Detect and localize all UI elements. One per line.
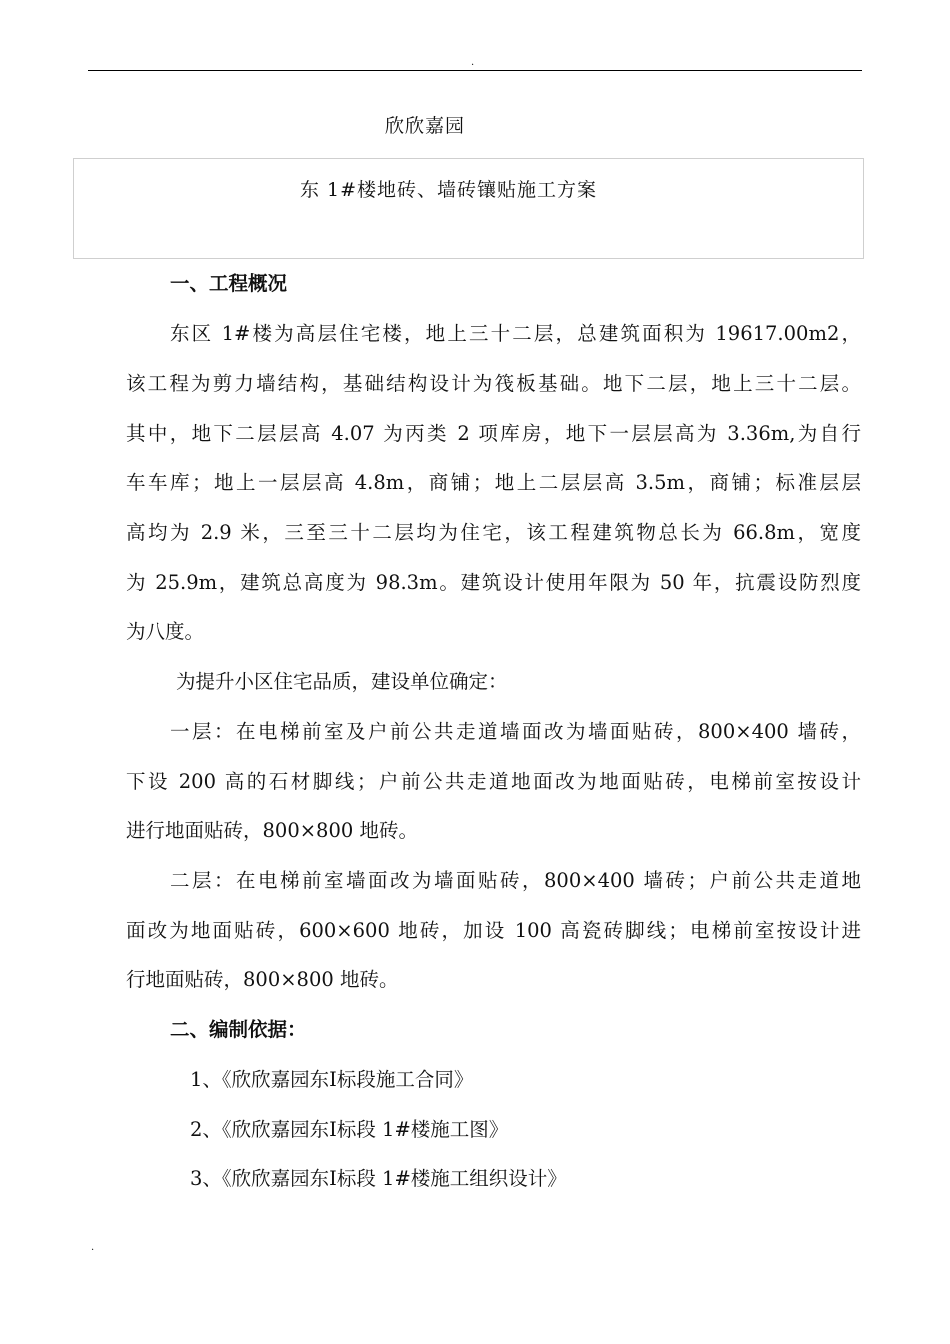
- section-heading-basis: 二、编制依据：: [170, 1018, 307, 1041]
- paragraph-line: 面改为地面贴砖，600×600 地砖，加设 100 高瓷砖脚线；电梯前室按设计进: [126, 919, 861, 942]
- header-dot: .: [471, 57, 475, 68]
- paragraph-line: 高均为 2.9 米，三至三十二层均为住宅，该工程建筑物总长为 66.8m，宽度: [126, 521, 861, 544]
- paragraph-line: 进行地面贴砖，800×800 地砖。: [126, 819, 418, 842]
- paragraph-line: 为提升小区住宅品质，建设单位确定：: [176, 670, 508, 693]
- footer-dot: .: [91, 1242, 95, 1253]
- paragraph-line: 车车库；地上一层层高 4.8m，商铺；地上二层层高 3.5m，商铺；标准层层: [126, 471, 861, 494]
- paragraph-line: 为八度。: [126, 620, 205, 643]
- document-title: 东 1#楼地砖、墙砖镶贴施工方案: [299, 179, 598, 201]
- paragraph-line: 下设 200 高的石材脚线；户前公共走道地面改为地面贴砖，电梯前室按设计: [126, 770, 861, 793]
- paragraph-line: 一层：在电梯前室及户前公共走道墙面改为墙面贴砖，800×400 墙砖，: [170, 720, 861, 743]
- paragraph-line: 二层：在电梯前室墙面改为墙面贴砖，800×400 墙砖；户前公共走道地: [170, 869, 861, 892]
- title-box: [73, 158, 864, 259]
- header-rule: [88, 70, 862, 71]
- paragraph-line: 该工程为剪力墙结构，基础结构设计为筏板基础。地下二层，地上三十二层。: [126, 372, 861, 395]
- reference-item: 2、《欣欣嘉园东Ⅰ标段 1#楼施工图》: [190, 1118, 509, 1141]
- reference-item: 1、《欣欣嘉园东Ⅰ标段施工合同》: [190, 1068, 474, 1091]
- reference-item: 3、《欣欣嘉园东Ⅰ标段 1#楼施工组织设计》: [190, 1167, 567, 1190]
- paragraph-line: 东区 1#楼为高层住宅楼，地上三十二层，总建筑面积为 19617.00m2，: [170, 322, 861, 345]
- paragraph-line: 行地面贴砖，800×800 地砖。: [126, 968, 399, 991]
- site-name: 欣欣嘉园: [384, 115, 465, 137]
- paragraph-line: 为 25.9m，建筑总高度为 98.3m。建筑设计使用年限为 50 年，抗震设防烈度: [126, 571, 861, 594]
- paragraph-line: 其中，地下二层层高 4.07 为丙类 2 项库房，地下一层层高为 3.36m,为自行: [126, 422, 861, 445]
- section-heading-overview: 一、工程概况: [170, 272, 288, 295]
